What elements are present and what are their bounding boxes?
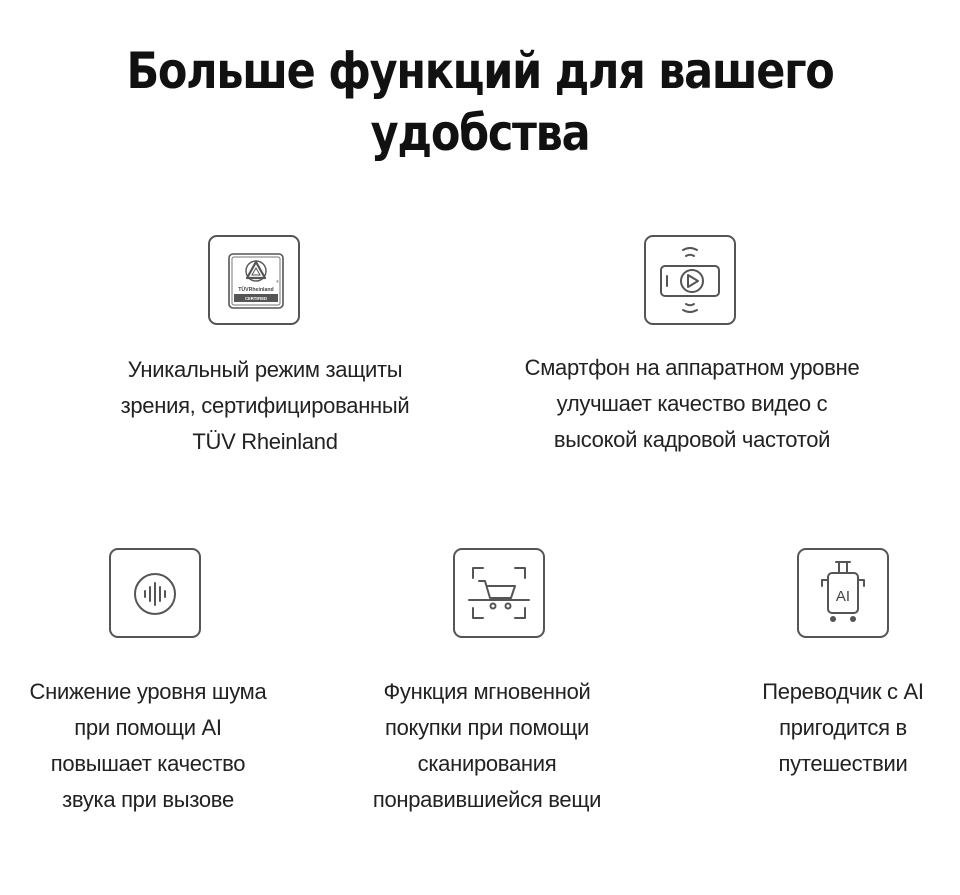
- caption-line: при помощи AI: [74, 715, 222, 740]
- caption-line: путешествии: [778, 751, 908, 776]
- caption-line: высокой кадровой частотой: [553, 427, 831, 452]
- tuv-badge-label: CERTIFIED: [244, 296, 268, 301]
- page-title-line-2: удобства: [370, 104, 590, 162]
- page-title: [67, 40, 893, 164]
- caption-line: пригодится в: [779, 715, 907, 740]
- noise-reduction-icon: [109, 548, 201, 638]
- caption-line: Переводчик с AI: [762, 679, 924, 704]
- caption-line: Смартфон на аппаратном уровне: [524, 355, 860, 380]
- caption-line: понравившиейся вещи: [372, 787, 602, 812]
- feature-caption: [492, 350, 892, 458]
- caption-line: зрения, сертифицированный: [120, 393, 410, 418]
- svg-text:®: ®: [276, 279, 279, 284]
- ai-translator-suitcase-icon: [797, 548, 889, 638]
- scan-shopping-cart-icon: [453, 548, 545, 638]
- caption-line: повышает качество: [50, 751, 246, 776]
- caption-line: TÜV Rheinland: [192, 429, 338, 454]
- feature-caption: [337, 674, 637, 818]
- feature-caption: [0, 674, 296, 818]
- caption-line: улучшает качество видео с: [556, 391, 828, 416]
- smartphone-video-icon: [644, 235, 736, 325]
- caption-line: Функция мгновенной: [383, 679, 591, 704]
- caption-line: Уникальный режим защиты: [127, 357, 403, 382]
- tuv-rheinland-certified-icon: [208, 235, 300, 325]
- page-title-line-1: Больше функций для вашего: [126, 42, 834, 100]
- caption-line: Снижение уровня шума: [29, 679, 267, 704]
- ai-icon-label: AI: [835, 588, 851, 605]
- caption-line: звука при вызове: [62, 787, 234, 812]
- caption-line: покупки при помощи: [384, 715, 589, 740]
- caption-line: сканирования: [417, 751, 557, 776]
- tuv-badge-brand: TÜVRheinland: [238, 287, 274, 293]
- feature-caption: [85, 352, 445, 460]
- feature-caption: [728, 674, 958, 782]
